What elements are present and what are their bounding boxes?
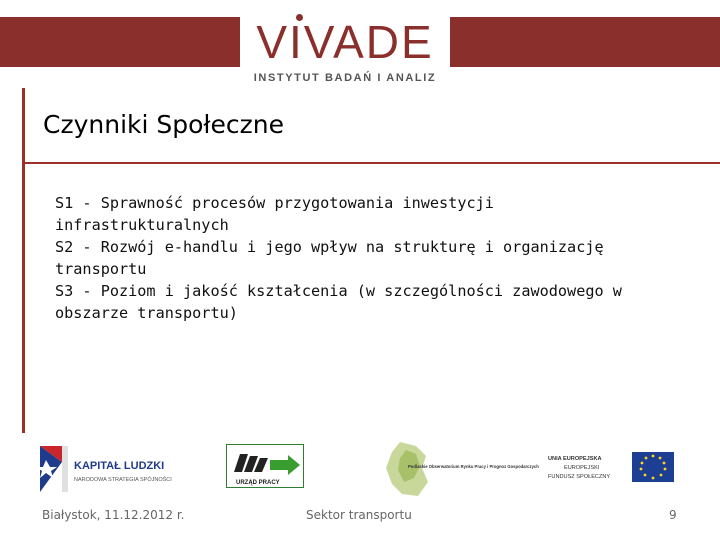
vivade-logo [240, 6, 450, 86]
content-list [55, 192, 675, 324]
left-accent-rule [22, 88, 25, 433]
list-item: S2 - Rozwój e-handlu i jego wpływ na strukturę i organizację transportu [55, 238, 604, 278]
eu-line2: EUROPEJSKI [564, 465, 600, 471]
urzad-pracy-text: URZĄD PRACY [236, 480, 280, 486]
title-underline [25, 162, 720, 164]
urzad-pracy-logo [226, 444, 304, 488]
list-item: S1 - Sprawność procesów przygotowania inwestycji infrastrukturalnych [55, 194, 494, 234]
logo-subtitle: INSTYTUT BADAŃ I ANALIZ [253, 72, 437, 84]
osrodek-logo [382, 438, 539, 500]
kapital-ludzki-subtext: NARODOWA STRATEGIA SPÓJNOŚCI [74, 477, 172, 483]
sponsor-logos [30, 436, 720, 501]
eu-line3: FUNDUSZ SPOŁECZNY [548, 474, 611, 480]
logo-wordmark: VIVADE [256, 16, 434, 68]
footer-date: Białystok, 11.12.2012 r. [42, 508, 185, 522]
eu-line1: UNIA EUROPEJSKA [548, 456, 602, 462]
slide-title: Czynniki Społeczne [43, 110, 284, 139]
kapital-ludzki-text: KAPITAŁ LUDZKI [74, 460, 165, 472]
kapital-ludzki-logo [36, 440, 191, 496]
page-number: 9 [669, 508, 677, 522]
footer-section: Sektor transportu [306, 508, 412, 522]
osrodek-text: Podlaskie Obserwatorium Rynku Pracy i Prognoz Gospodarczych [408, 464, 539, 469]
list-item: S3 - Poziom i jakość kształcenia (w szczególności zawodowego w obszarze transportu) [55, 282, 622, 322]
eu-logo [540, 442, 680, 492]
